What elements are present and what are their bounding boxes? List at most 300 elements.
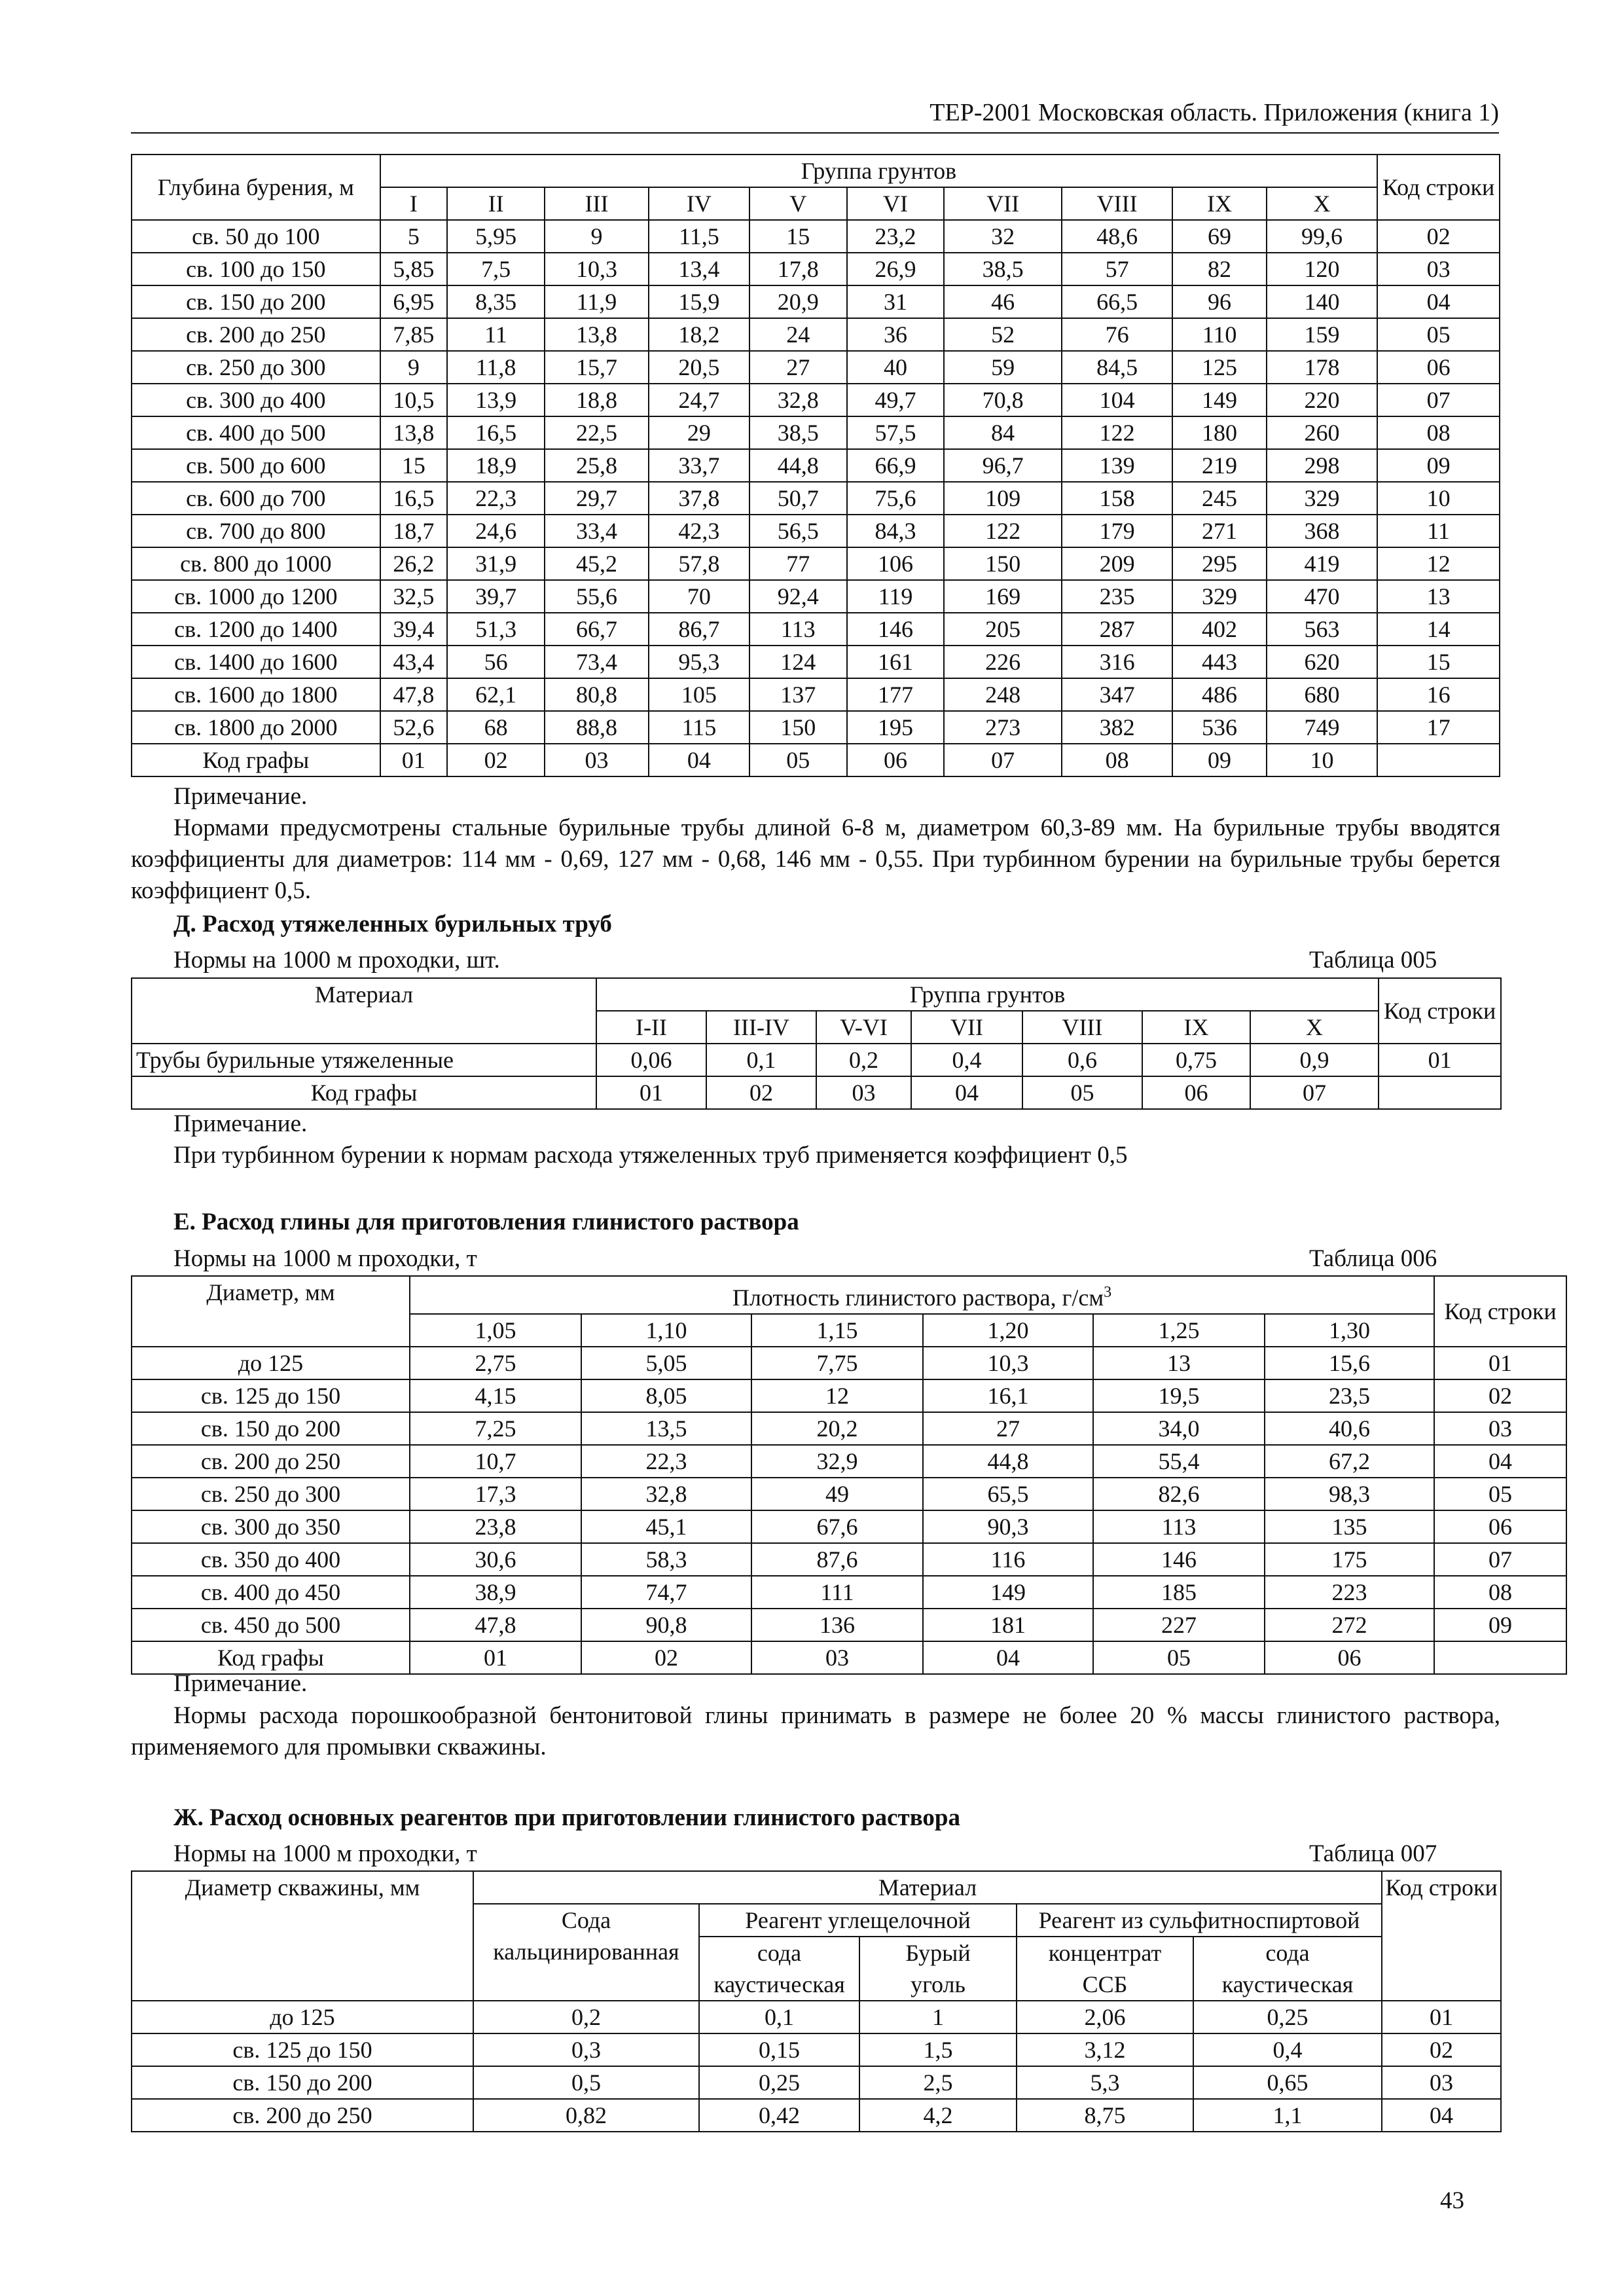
group-header: II [447, 187, 545, 220]
group-header: V [749, 187, 847, 220]
value-cell: 150 [944, 547, 1062, 580]
value-cell: 0,82 [473, 2099, 699, 2132]
page-header: ТЕР-2001 Московская область. Приложения (книга 1) [131, 98, 1499, 134]
table-row [132, 449, 1500, 482]
value-cell: 18,7 [380, 515, 448, 547]
value-cell: 32,8 [581, 1478, 751, 1510]
value-cell: 27 [749, 351, 847, 384]
value-cell: 5,85 [380, 253, 448, 285]
value-cell: 6,95 [380, 285, 448, 318]
graf-code: 01 [380, 744, 448, 776]
value-cell: 56,5 [749, 515, 847, 547]
value-cell: 106 [847, 547, 945, 580]
graf-code: 03 [545, 744, 649, 776]
value-cell: 149 [923, 1576, 1093, 1609]
value-cell: 46 [944, 285, 1062, 318]
value-cell: 125 [1172, 351, 1267, 384]
value-cell: 20,5 [649, 351, 749, 384]
density-label: Плотность глинистого раствора, г/см [732, 1285, 1104, 1311]
value-cell: 40 [847, 351, 945, 384]
row-label: св. 1000 до 1200 [132, 580, 380, 613]
table-row [132, 2001, 1501, 2033]
row-label: св. 450 до 500 [132, 1609, 410, 1641]
col-header-reagent-sulf: Реагент из сульфитноспиртовой [1017, 1904, 1382, 1937]
row-label: св. 250 до 300 [132, 351, 380, 384]
row-label: до 125 [132, 2001, 473, 2033]
value-cell: 38,5 [749, 416, 847, 449]
value-cell: 0,6 [1022, 1044, 1142, 1076]
graf-code: 05 [749, 744, 847, 776]
graf-code: 05 [1093, 1641, 1265, 1674]
value-cell: 22,3 [447, 482, 545, 515]
col-header-depth: Глубина бурения, м [132, 155, 380, 220]
row-code: 02 [1382, 2033, 1501, 2066]
table-row [132, 1510, 1566, 1543]
value-cell: 39,7 [447, 580, 545, 613]
value-cell: 140 [1267, 285, 1377, 318]
table-row [132, 547, 1500, 580]
row-label: св. 1800 до 2000 [132, 711, 380, 744]
value-cell: 15,9 [649, 285, 749, 318]
value-cell: 45,2 [545, 547, 649, 580]
value-cell: 0,4 [911, 1044, 1022, 1076]
section-zh-title: Ж. Расход основных реагентов при приготовлении глинистого раствора [173, 1804, 960, 1831]
value-cell: 49 [751, 1478, 923, 1510]
value-cell: 9 [380, 351, 448, 384]
value-cell: 76 [1062, 318, 1172, 351]
table-row [132, 678, 1500, 711]
value-cell: 96,7 [944, 449, 1062, 482]
value-cell: 50,7 [749, 482, 847, 515]
value-cell: 70,8 [944, 384, 1062, 416]
value-cell: 84,5 [1062, 351, 1172, 384]
value-cell: 180 [1172, 416, 1267, 449]
value-cell: 181 [923, 1609, 1093, 1641]
value-cell: 205 [944, 613, 1062, 646]
value-cell: 36 [847, 318, 945, 351]
row-code: 17 [1377, 711, 1500, 744]
table-row [132, 2066, 1501, 2099]
section-d-norms: Нормы на 1000 м проходки, шт. [173, 947, 500, 974]
value-cell: 273 [944, 711, 1062, 744]
value-cell: 45,1 [581, 1510, 751, 1543]
density-header: 1,30 [1265, 1314, 1434, 1347]
group-header: VII [911, 1011, 1022, 1044]
value-cell: 40,6 [1265, 1412, 1434, 1445]
value-cell: 136 [751, 1609, 923, 1641]
group-header: X [1250, 1011, 1379, 1044]
group-header: IX [1142, 1011, 1250, 1044]
row-label: св. 125 до 150 [132, 2033, 473, 2066]
graf-code: 01 [410, 1641, 581, 1674]
value-cell: 27 [923, 1412, 1093, 1445]
value-cell: 260 [1267, 416, 1377, 449]
value-cell: 470 [1267, 580, 1377, 613]
value-cell: 80,8 [545, 678, 649, 711]
table-row [132, 1412, 1566, 1445]
graf-code: 01 [596, 1076, 706, 1109]
value-cell: 8,75 [1017, 2099, 1193, 2132]
table-row [132, 1445, 1566, 1478]
value-cell: 4,2 [859, 2099, 1017, 2132]
value-cell: 179 [1062, 515, 1172, 547]
table-006 [131, 1275, 1567, 1675]
graf-code: 05 [1022, 1076, 1142, 1109]
graf-code: 09 [1172, 744, 1267, 776]
value-cell: 0,75 [1142, 1044, 1250, 1076]
group-header: IV [649, 187, 749, 220]
value-cell: 68 [447, 711, 545, 744]
section-d-table-label: Таблица 005 [1309, 947, 1437, 974]
density-unit-sup: 3 [1104, 1284, 1112, 1301]
value-cell: 316 [1062, 646, 1172, 678]
value-cell: 25,8 [545, 449, 649, 482]
value-cell: 109 [944, 482, 1062, 515]
value-cell: 29 [649, 416, 749, 449]
value-cell: 248 [944, 678, 1062, 711]
value-cell: 57,5 [847, 416, 945, 449]
value-cell: 124 [749, 646, 847, 678]
col-header-soda-calc [473, 1904, 699, 2001]
section-zh-norms: Нормы на 1000 м проходки, т [173, 1840, 477, 1867]
value-cell: 31 [847, 285, 945, 318]
row-label: св. 150 до 200 [132, 2066, 473, 2099]
value-cell: 219 [1172, 449, 1267, 482]
value-cell: 116 [923, 1543, 1093, 1576]
value-cell: 7,75 [751, 1347, 923, 1379]
value-cell: 33,7 [649, 449, 749, 482]
value-cell: 177 [847, 678, 945, 711]
row-code: 03 [1382, 2066, 1501, 2099]
table-row [132, 2099, 1501, 2132]
graf-label: Код графы [132, 1076, 596, 1109]
value-cell: 67,6 [751, 1510, 923, 1543]
value-cell: 149 [1172, 384, 1267, 416]
graf-code: 03 [751, 1641, 923, 1674]
value-cell: 48,6 [1062, 220, 1172, 253]
value-cell: 16,1 [923, 1379, 1093, 1412]
value-cell: 111 [751, 1576, 923, 1609]
value-cell: 11,5 [649, 220, 749, 253]
subheader-line1: сода [1265, 1940, 1310, 1966]
value-cell: 113 [749, 613, 847, 646]
value-cell: 7,5 [447, 253, 545, 285]
value-cell: 23,5 [1265, 1379, 1434, 1412]
row-code: 01 [1382, 2001, 1501, 2033]
table-row [132, 384, 1500, 416]
row-label: св. 250 до 300 [132, 1478, 410, 1510]
group-header: III [545, 187, 649, 220]
graf-code: 02 [581, 1641, 751, 1674]
row-code: 11 [1377, 515, 1500, 547]
row-code: 01 [1434, 1347, 1566, 1379]
row-code: 08 [1377, 416, 1500, 449]
value-cell: 15,6 [1265, 1347, 1434, 1379]
soda-line2: кальцинированная [493, 1939, 679, 1965]
value-cell: 47,8 [380, 678, 448, 711]
page-number: 43 [1440, 2187, 1464, 2214]
row-label: св. 500 до 600 [132, 449, 380, 482]
note1-title: Примечание. [173, 783, 308, 810]
group-header: VIII [1022, 1011, 1142, 1044]
row-label: св. 200 до 250 [132, 318, 380, 351]
value-cell: 146 [1093, 1543, 1265, 1576]
value-cell: 90,3 [923, 1510, 1093, 1543]
row-label: Трубы бурильные утяжеленные [132, 1044, 596, 1076]
value-cell: 30,6 [410, 1543, 581, 1576]
col-header-group: Группа грунтов [596, 978, 1379, 1011]
value-cell: 150 [749, 711, 847, 744]
col-header-code-row: Код строки [1434, 1276, 1566, 1347]
graf-row [132, 744, 1500, 776]
value-cell: 271 [1172, 515, 1267, 547]
value-cell: 20,9 [749, 285, 847, 318]
empty-cell [1377, 744, 1500, 776]
section-e-title: Е. Расход глины для приготовления глинистого раствора [173, 1209, 799, 1235]
value-cell: 11,9 [545, 285, 649, 318]
graf-code: 06 [1142, 1076, 1250, 1109]
section-d-title: Д. Расход утяжеленных бурильных труб [173, 911, 612, 938]
subheader-line2: ССБ [1082, 1971, 1128, 1997]
value-cell: 220 [1267, 384, 1377, 416]
value-cell: 17,3 [410, 1478, 581, 1510]
value-cell: 88,8 [545, 711, 649, 744]
value-cell: 620 [1267, 646, 1377, 678]
row-label: св. 150 до 200 [132, 285, 380, 318]
value-cell: 66,9 [847, 449, 945, 482]
col-header-density [410, 1276, 1434, 1314]
row-code: 01 [1379, 1044, 1501, 1076]
value-cell: 84 [944, 416, 1062, 449]
value-cell: 0,06 [596, 1044, 706, 1076]
value-cell: 24,6 [447, 515, 545, 547]
section-e-note: Нормы расхода порошкообразной бентонитовой глины принимать в размере не более 20 % массы глинистого раствора, применяемого для промывки скважины. [131, 1702, 1500, 1760]
row-code: 07 [1434, 1543, 1566, 1576]
value-cell: 52 [944, 318, 1062, 351]
graf-row [132, 1641, 1566, 1674]
value-cell: 223 [1265, 1576, 1434, 1609]
group-header: VI [847, 187, 945, 220]
value-cell: 15 [749, 220, 847, 253]
value-cell: 104 [1062, 384, 1172, 416]
value-cell: 43,4 [380, 646, 448, 678]
value-cell: 1,1 [1193, 2099, 1382, 2132]
value-cell: 0,42 [699, 2099, 859, 2132]
value-cell: 29,7 [545, 482, 649, 515]
row-code: 05 [1377, 318, 1500, 351]
value-cell: 96 [1172, 285, 1267, 318]
value-cell: 137 [749, 678, 847, 711]
value-cell: 39,4 [380, 613, 448, 646]
value-cell: 16,5 [380, 482, 448, 515]
subheader-line1: концентрат [1048, 1940, 1162, 1966]
col-header-code-row: Код строки [1377, 155, 1500, 220]
value-cell: 66,5 [1062, 285, 1172, 318]
col-header-group: Группа грунтов [380, 155, 1378, 187]
group-header: V-VI [816, 1011, 911, 1044]
value-cell: 47,8 [410, 1609, 581, 1641]
row-label: св. 350 до 400 [132, 1543, 410, 1576]
value-cell: 120 [1267, 253, 1377, 285]
graf-code: 04 [923, 1641, 1093, 1674]
graf-row [132, 1076, 1501, 1109]
row-code: 09 [1377, 449, 1500, 482]
row-label: св. 800 до 1000 [132, 547, 380, 580]
graf-code: 07 [1250, 1076, 1379, 1109]
value-cell: 0,1 [699, 2001, 859, 2033]
row-code: 08 [1434, 1576, 1566, 1609]
value-cell: 10,5 [380, 384, 448, 416]
value-cell: 13,5 [581, 1412, 751, 1445]
row-label: св. 300 до 400 [132, 384, 380, 416]
value-cell: 11,8 [447, 351, 545, 384]
row-code: 16 [1377, 678, 1500, 711]
value-cell: 245 [1172, 482, 1267, 515]
value-cell: 8,05 [581, 1379, 751, 1412]
value-cell: 110 [1172, 318, 1267, 351]
value-cell: 0,25 [1193, 2001, 1382, 2033]
value-cell: 82 [1172, 253, 1267, 285]
section-d-note-title: Примечание. [173, 1110, 308, 1137]
group-header: III-IV [706, 1011, 816, 1044]
value-cell: 368 [1267, 515, 1377, 547]
group-header: IX [1172, 187, 1267, 220]
value-cell: 13,8 [380, 416, 448, 449]
value-cell: 272 [1265, 1609, 1434, 1641]
value-cell: 32,8 [749, 384, 847, 416]
subheader-cell [1017, 1937, 1193, 2001]
value-cell: 749 [1267, 711, 1377, 744]
value-cell: 3,12 [1017, 2033, 1193, 2066]
value-cell: 67,2 [1265, 1445, 1434, 1478]
value-cell: 18,9 [447, 449, 545, 482]
value-cell: 5,05 [581, 1347, 751, 1379]
subheader-cell [859, 1937, 1017, 2001]
group-header: X [1267, 187, 1377, 220]
value-cell: 52,6 [380, 711, 448, 744]
value-cell: 536 [1172, 711, 1267, 744]
row-code: 06 [1377, 351, 1500, 384]
value-cell: 57 [1062, 253, 1172, 285]
value-cell: 38,5 [944, 253, 1062, 285]
value-cell: 0,2 [816, 1044, 911, 1076]
subheader-line2: каустическая [713, 1971, 845, 1997]
value-cell: 122 [1062, 416, 1172, 449]
value-cell: 175 [1265, 1543, 1434, 1576]
value-cell: 32,5 [380, 580, 448, 613]
value-cell: 11 [447, 318, 545, 351]
value-cell: 10,3 [923, 1347, 1093, 1379]
value-cell: 563 [1267, 613, 1377, 646]
table-row [132, 515, 1500, 547]
value-cell: 5,95 [447, 220, 545, 253]
value-cell: 287 [1062, 613, 1172, 646]
value-cell: 38,9 [410, 1576, 581, 1609]
value-cell: 382 [1062, 711, 1172, 744]
value-cell: 69 [1172, 220, 1267, 253]
group-header: VIII [1062, 187, 1172, 220]
value-cell: 209 [1062, 547, 1172, 580]
row-label: св. 400 до 500 [132, 416, 380, 449]
value-cell: 0,4 [1193, 2033, 1382, 2066]
table-row [132, 711, 1500, 744]
value-cell: 122 [944, 515, 1062, 547]
subheader-line1: Бурый [905, 1940, 971, 1966]
value-cell: 0,3 [473, 2033, 699, 2066]
value-cell: 77 [749, 547, 847, 580]
soda-line1: Сода [561, 1907, 611, 1933]
value-cell: 443 [1172, 646, 1267, 678]
table-row [132, 1543, 1566, 1576]
value-cell: 20,2 [751, 1412, 923, 1445]
value-cell: 59 [944, 351, 1062, 384]
density-header: 1,25 [1093, 1314, 1265, 1347]
value-cell: 169 [944, 580, 1062, 613]
value-cell: 2,06 [1017, 2001, 1193, 2033]
value-cell: 1,5 [859, 2033, 1017, 2066]
table-row [132, 220, 1500, 253]
subheader-cell [1193, 1937, 1382, 2001]
row-label: св. 1200 до 1400 [132, 613, 380, 646]
value-cell: 5 [380, 220, 448, 253]
graf-code: 02 [706, 1076, 816, 1109]
value-cell: 0,25 [699, 2066, 859, 2099]
table-row [132, 482, 1500, 515]
table-row [132, 613, 1500, 646]
value-cell: 92,4 [749, 580, 847, 613]
value-cell: 23,2 [847, 220, 945, 253]
value-cell: 486 [1172, 678, 1267, 711]
value-cell: 9 [545, 220, 649, 253]
value-cell: 161 [847, 646, 945, 678]
value-cell: 115 [649, 711, 749, 744]
graf-code: 07 [944, 744, 1062, 776]
value-cell: 17,8 [749, 253, 847, 285]
value-cell: 32 [944, 220, 1062, 253]
row-code: 03 [1377, 253, 1500, 285]
value-cell: 13,8 [545, 318, 649, 351]
empty-cell [1434, 1641, 1566, 1674]
subheader-line2: каустическая [1221, 1971, 1354, 1997]
graf-label: Код графы [132, 744, 380, 776]
col-header-material: Материал [473, 1871, 1382, 1904]
value-cell: 2,5 [859, 2066, 1017, 2099]
table-004 [131, 154, 1500, 777]
value-cell: 74,7 [581, 1576, 751, 1609]
value-cell: 66,7 [545, 613, 649, 646]
row-label: до 125 [132, 1347, 410, 1379]
value-cell: 16,5 [447, 416, 545, 449]
value-cell: 18,8 [545, 384, 649, 416]
value-cell: 185 [1093, 1576, 1265, 1609]
table-row [132, 253, 1500, 285]
row-label: св. 1400 до 1600 [132, 646, 380, 678]
subheader-cell [699, 1937, 859, 2001]
value-cell: 680 [1267, 678, 1377, 711]
value-cell: 15,7 [545, 351, 649, 384]
empty-cell [1379, 1076, 1501, 1109]
value-cell: 158 [1062, 482, 1172, 515]
value-cell: 1 [859, 2001, 1017, 2033]
density-header: 1,20 [923, 1314, 1093, 1347]
value-cell: 90,8 [581, 1609, 751, 1641]
row-label: св. 700 до 800 [132, 515, 380, 547]
graf-code: 08 [1062, 744, 1172, 776]
value-cell: 13,9 [447, 384, 545, 416]
graf-code: 04 [911, 1076, 1022, 1109]
row-label: св. 400 до 450 [132, 1576, 410, 1609]
value-cell: 34,0 [1093, 1412, 1265, 1445]
